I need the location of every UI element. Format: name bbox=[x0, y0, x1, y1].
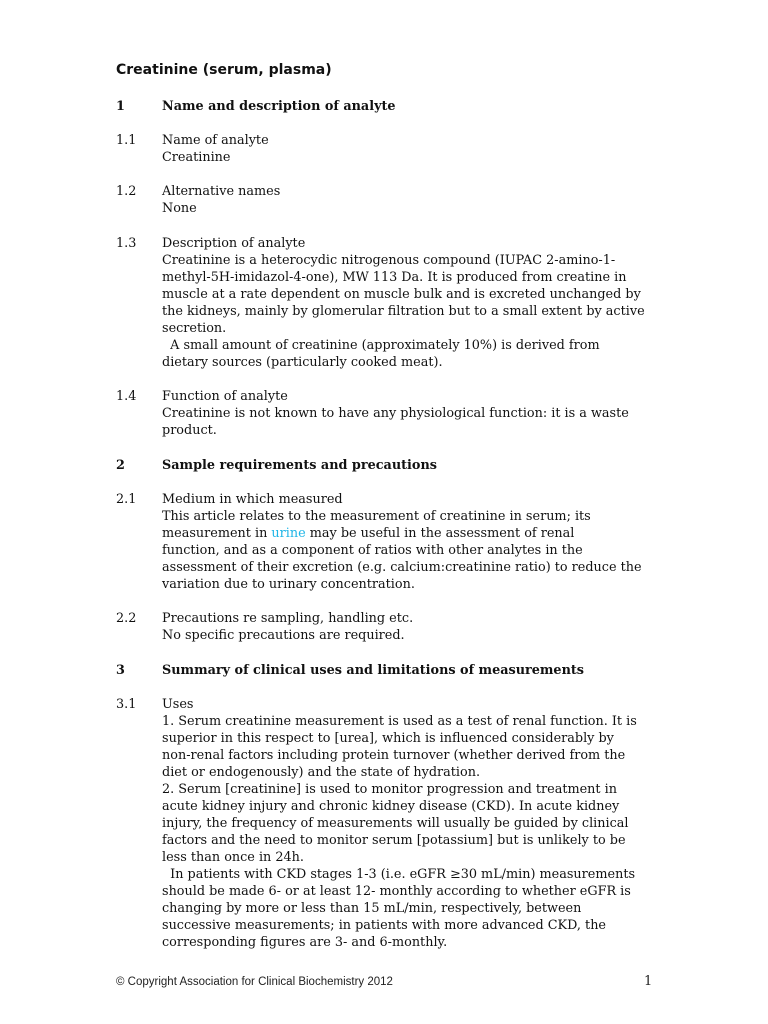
section-text bbox=[162, 696, 662, 951]
subsection-title: Name of analyte bbox=[162, 133, 269, 148]
subsection-title: Function of analyte bbox=[162, 389, 288, 404]
text-line: No specific precautions are required. bbox=[162, 628, 405, 643]
subsection-title: Uses bbox=[162, 697, 194, 712]
page-number: 1 bbox=[644, 974, 653, 989]
text-line: diet or endogenously) and the state of hydration. bbox=[162, 765, 481, 780]
text-line: superior in this respect to [urea], which is influenced considerably by bbox=[162, 731, 614, 746]
section-heading bbox=[162, 457, 662, 474]
text-line: non-renal factors including protein turnover (whether derived from the bbox=[162, 748, 626, 763]
section-text bbox=[162, 491, 662, 593]
text-line: function, and as a component of ratios with other analytes in the bbox=[162, 543, 583, 558]
text-line: A small amount of creatinine (approximately 10%) is derived from bbox=[162, 338, 600, 353]
section-number: 3 bbox=[116, 663, 125, 678]
text-line: product. bbox=[162, 423, 217, 438]
text-line: variation due to urinary concentration. bbox=[162, 577, 415, 592]
text-line: In patients with CKD stages 1-3 (i.e. eGFR ≥30 mL/min) measurements bbox=[162, 867, 636, 882]
text-line: successive measurements; in patients with more advanced CKD, the bbox=[162, 918, 607, 933]
text-line: dietary sources (particularly cooked meat). bbox=[162, 355, 443, 370]
section-text bbox=[162, 610, 662, 644]
subsection-title: Precautions re sampling, handling etc. bbox=[162, 611, 414, 626]
text-line: muscle at a rate dependent on muscle bulk and is excreted unchanged by bbox=[162, 287, 641, 302]
text-line: Creatinine is a heterocydic nitrogenous compound (IUPAC 2-amino-1- bbox=[162, 253, 616, 268]
subsection-title: Medium in which measured bbox=[162, 492, 343, 507]
subsection-title: Alternative names bbox=[162, 184, 281, 199]
section-text bbox=[162, 388, 662, 439]
text-line: less than once in 24h. bbox=[162, 850, 304, 865]
text-line: assessment of their excretion (e.g. calcium:creatinine ratio) to reduce the bbox=[162, 560, 642, 575]
urine-link[interactable]: urine bbox=[271, 526, 306, 541]
text-line: 1. Serum creatinine measurement is used as a test of renal function. It is bbox=[162, 714, 637, 729]
section-text bbox=[162, 132, 662, 166]
section-number: 1.3 bbox=[116, 236, 137, 251]
text-line: Sample requirements and precautions bbox=[162, 458, 437, 473]
section-number: 2.1 bbox=[116, 492, 137, 507]
text-line: Creatinine is not known to have any physiological function: it is a waste bbox=[162, 406, 629, 421]
copyright-footer: © Copyright Association for Clinical Biochemistry 2012 bbox=[116, 976, 393, 988]
section-text bbox=[162, 183, 662, 217]
section-number: 1.2 bbox=[116, 184, 137, 199]
text-line: 2. Serum [creatinine] is used to monitor progression and treatment in bbox=[162, 782, 617, 797]
text-line: Name and description of analyte bbox=[162, 99, 396, 114]
section-text bbox=[162, 235, 662, 371]
section-number: 1 bbox=[116, 99, 125, 114]
section-number: 1.4 bbox=[116, 389, 137, 404]
text-line: acute kidney injury and chronic kidney disease (CKD). In acute kidney bbox=[162, 799, 620, 814]
text-line: Summary of clinical uses and limitations of measurements bbox=[162, 663, 584, 678]
text-line: Creatinine bbox=[162, 150, 231, 165]
section-number: 1.1 bbox=[116, 133, 137, 148]
section-number: 2 bbox=[116, 458, 125, 473]
text-line: None bbox=[162, 201, 197, 216]
text-line: factors and the need to monitor serum [potassium] but is unlikely to be bbox=[162, 833, 626, 848]
text-line: the kidneys, mainly by glomerular filtration but to a small extent by active bbox=[162, 304, 645, 319]
text-line: This article relates to the measurement of creatinine in serum; its bbox=[162, 509, 591, 524]
section-heading bbox=[162, 662, 662, 679]
section-number: 2.2 bbox=[116, 611, 137, 626]
document-title: Creatinine (serum, plasma) bbox=[116, 62, 332, 78]
text-line: secretion. bbox=[162, 321, 227, 336]
text-line: changing by more or less than 15 mL/min, respectively, between bbox=[162, 901, 582, 916]
text-line: should be made 6- or at least 12- monthly according to whether eGFR is bbox=[162, 884, 631, 899]
section-number: 3.1 bbox=[116, 697, 137, 712]
subsection-title: Description of analyte bbox=[162, 236, 306, 251]
text-line: measurement in urine may be useful in the assessment of renal bbox=[162, 526, 575, 541]
text-line: injury, the frequency of measurements will usually be guided by clinical bbox=[162, 816, 629, 831]
text-line: methyl-5H-imidazol-4-one), MW 113 Da. It is produced from creatine in bbox=[162, 270, 627, 285]
section-heading bbox=[162, 98, 662, 115]
text-line: corresponding figures are 3- and 6-monthly. bbox=[162, 935, 448, 950]
